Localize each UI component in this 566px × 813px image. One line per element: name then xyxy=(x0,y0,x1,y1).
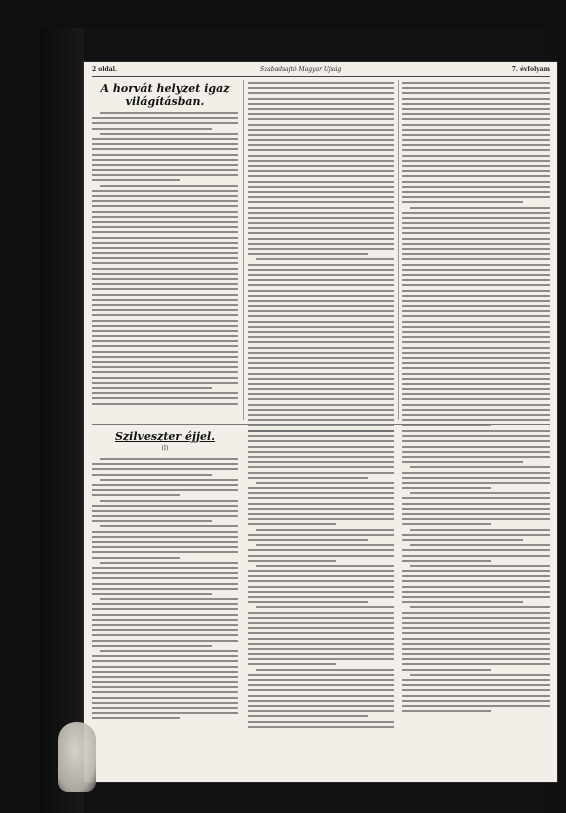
newspaper-name: Szabadsajtó Magyar Ujság xyxy=(260,66,342,73)
column-divider xyxy=(243,80,244,420)
article-body-col-2b xyxy=(248,430,394,731)
article-body-col-3 xyxy=(402,82,550,430)
header-rule xyxy=(92,76,550,77)
article-body-col-1b xyxy=(92,458,238,723)
article-title: A horvát helyzet igaz világításban. xyxy=(100,82,230,108)
article-body-col-2 xyxy=(248,82,394,435)
issue-date: 7. évfolyam xyxy=(511,66,550,73)
scanner-finger-artifact xyxy=(58,722,96,792)
page-number: 2 oldal. xyxy=(92,66,117,73)
article-body-col-3b xyxy=(402,430,550,715)
column-divider xyxy=(398,80,399,420)
article-title: Szilveszter éjjel. xyxy=(114,430,216,443)
article-subtitle: (I) xyxy=(161,445,169,452)
section-separator xyxy=(92,424,550,425)
article-body-col-1 xyxy=(92,112,238,408)
scan-left-shadow xyxy=(40,28,84,813)
